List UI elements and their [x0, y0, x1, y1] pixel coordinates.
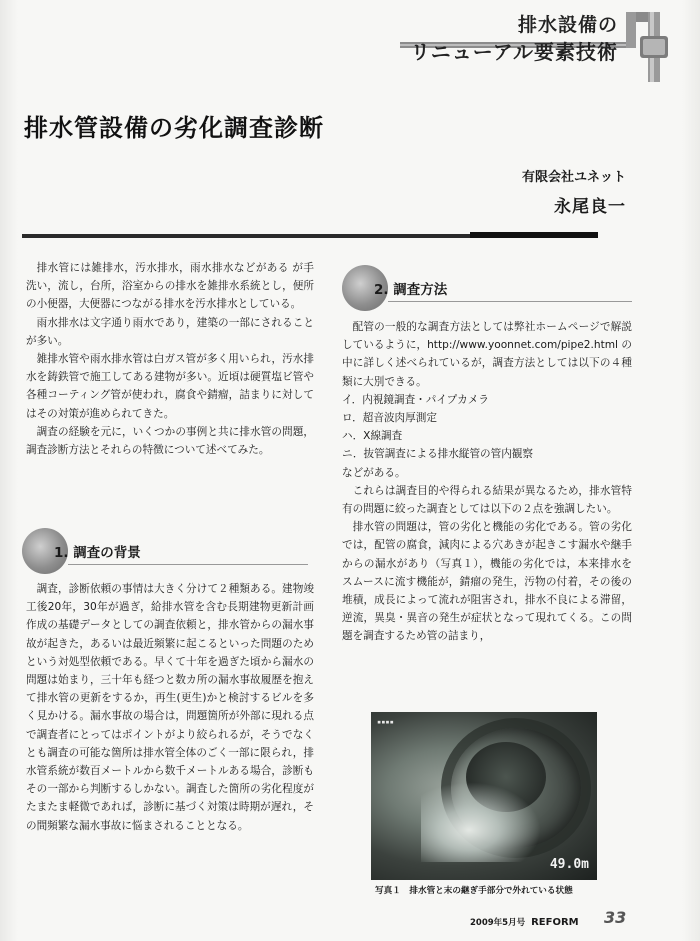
distance-counter: 49.0m [549, 857, 589, 872]
photo-caption: 写真１ 排水管と末の継ぎ手部分で外れている状態 [375, 886, 573, 896]
series-banner [400, 8, 690, 88]
intro-paragraph: 雨水排水は文字通り雨水であり，建築の一部にされることが多い。 [26, 316, 314, 347]
section-heading-1 [22, 528, 314, 572]
body-text: などがある。 [342, 466, 406, 479]
author-company: 有限会社ユネット [521, 170, 626, 185]
camera-stamp: ▪▪▪▪ [377, 718, 394, 726]
intro-paragraph: 調査の経験を元に，いくつかの事例と共に排水管の問題，調査診断方法とそれらの特徴について述べてみた。 [26, 425, 314, 457]
page-footer [470, 916, 579, 928]
author-name: 永尾良一 [554, 197, 626, 217]
intro-text [26, 259, 314, 459]
heading-underline [388, 301, 632, 302]
intro-paragraph: 排水管には雑排水，汚水排水，雨水排水などがある が手洗い，流し，台所，浴室からの排水を雑排水系統とし，便所の小便器，大便器につながる排水を汚水排水としている。 [26, 262, 314, 311]
body-paragraph: 調査，診断依頼の事情は大きく分けて２種類ある。建物竣工後20年，30年が過ぎ，給排水管を含む長期建物更新計画作成の基礎データとしての調査依頼と，排水管からの漏水事故が起きた，あるいは最近頻繁に起こるといった問題のためという対処型依頼である。早くて十年を過ぎた頃から漏水の問題は始まり，三十年も経つと数カ所の漏水事故履歴を抱えて排水管の更新をするか，再生(更生)かと検討するビルを多く見かける。漏水事故の場合は，問題箇所が外部に現れる点で調査者にとってはポイントがより絞られるが，そうでなくとも調査の可能な箇所は排水管全体のごく一部に限られ，排水管系統が数百メートルから数千メートルある場合，診断もその一部から判断するしかない。調査した箇所の劣化程度がたまたま軽微であれば，診断に基づく対策は時期が遅れ，その間頻繁な漏水事故に悩まされることとなる。 [26, 583, 314, 832]
article-title: 排水管設備の劣化調査診断 [24, 114, 324, 142]
series-title-line1: 排水設備の [517, 14, 618, 36]
body-paragraph: 配管の一般的な調査方法としては弊社ホームページで解説しているように，http://www.yoonnet.com/pipe2.html の中に詳しく述べられているが，調査方法としては以下の４種類に大別できる。 [342, 321, 632, 388]
heading-underline [68, 564, 308, 565]
method-item: ロ．超音波肉厚測定 [342, 412, 437, 425]
magazine-name: REFORM [531, 917, 579, 928]
body-paragraph: 排水管の問題は，管の劣化と機能の劣化である。管の劣化では，配管の腐食，減肉による穴あきが起きこす漏水や継手からの漏水があり（写真１），機能の劣化では，本来排水をスムースに流す機能が，錆瘤の発生，汚物の付着，その後の堆積，成長によって流れが阻害され，排水不良による滞留，逆流，異臭・異音の発生が症状となって現れてくる。この問題を調査するため管の詰まり， [342, 521, 632, 643]
method-item: イ．内視鏡調査・パイプカメラ [342, 393, 489, 406]
section-2-body [342, 318, 632, 646]
water-flow [421, 782, 541, 862]
section-heading-2 [342, 265, 632, 309]
pipe-camera-photo [371, 712, 597, 880]
section-1-body [26, 580, 314, 835]
section-1-title: 1. 調査の背景 [54, 545, 141, 561]
series-title-line2: リニューアル要素技術 [410, 40, 618, 64]
section-2-title: 2. 調査方法 [374, 282, 448, 298]
intro-paragraph: 雑排水管や雨水排水管は白ガス管が多く用いられ，汚水排水を鋳鉄管で施工してある建物が多い。近頃は硬質塩ビ管や各種コーティング管が使われ，腐食や錆瘤，詰まりに対してはその対策が進められてきた。 [26, 353, 314, 420]
body-paragraph: これらは調査目的や得られる結果が異なるため，排水管特有の問題に絞った調査としては以下の２点を強調したい。 [342, 484, 632, 516]
page-number: 33 [604, 908, 627, 927]
method-item: ハ．X線調査 [342, 430, 403, 443]
title-divider-accent [470, 232, 598, 238]
method-item: ニ．抜管調査による排水縦管の管内観察 [342, 448, 534, 461]
issue-date: 2009年5月号 [470, 918, 526, 928]
